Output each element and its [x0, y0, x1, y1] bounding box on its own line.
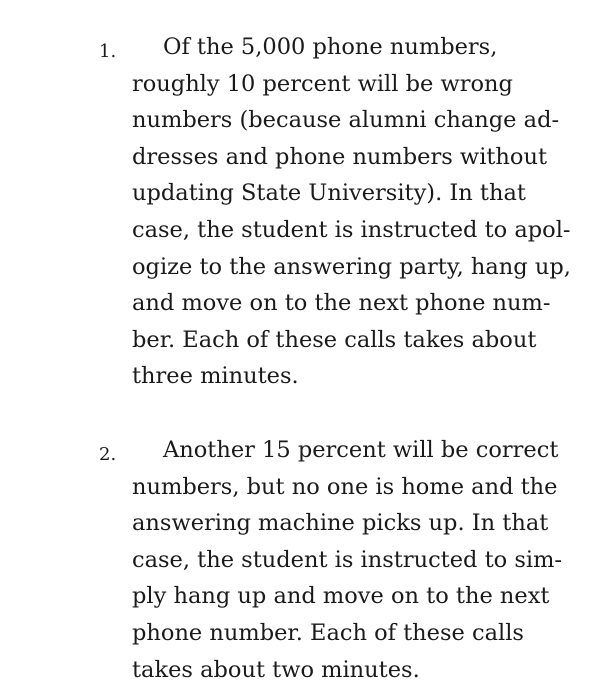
text-line: and move on to the next phone num-	[132, 290, 551, 317]
item-number: 2.	[99, 444, 117, 465]
text-line: case, the student is instructed to apol-	[132, 217, 571, 243]
text-line: three minutes.	[132, 363, 299, 390]
text-line: updating State University). In that	[132, 180, 526, 207]
text-line: Of the 5,000 phone numbers,	[163, 34, 498, 60]
text-line: ogize to the answering party, hang up,	[132, 253, 571, 280]
text-line: phone number. Each of these calls	[132, 620, 524, 646]
text-line: roughly 10 percent will be wrong	[132, 70, 513, 97]
text-line: answering machine picks up. In that	[132, 510, 549, 537]
text-line: Another 15 percent will be correct	[163, 437, 559, 463]
text-line: ber. Each of these calls takes about	[132, 326, 537, 353]
text-line: case, the student is instructed to sim-	[132, 546, 563, 573]
text-line: takes about two minutes.	[132, 656, 420, 683]
text-line: ply hang up and move on to the next	[132, 583, 550, 610]
text-line: dresses and phone numbers without	[132, 143, 547, 170]
text-line: numbers, but no one is home and the	[132, 473, 558, 500]
text-line: numbers (because alumni change ad-	[132, 107, 560, 134]
item-number: 1.	[99, 41, 117, 62]
